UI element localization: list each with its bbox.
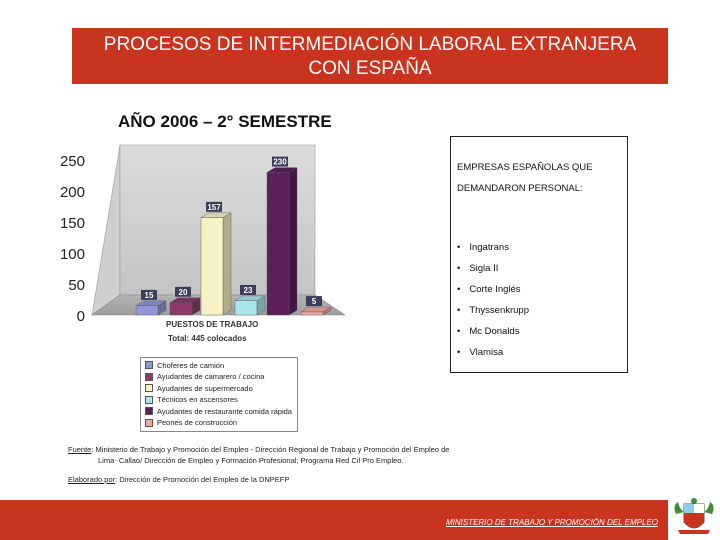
- bar: [201, 213, 231, 315]
- bar-front: [301, 312, 323, 315]
- legend-item: [145, 360, 224, 370]
- legend-label: Ayudantes de supermercado: [157, 383, 253, 393]
- data-label: 20: [178, 287, 188, 297]
- legend-swatch: [145, 384, 153, 392]
- company-item: • Ingatrans: [457, 237, 529, 258]
- y-axis: [60, 153, 85, 325]
- companies-heading: EMPRESAS ESPAÑOLAS QUE DEMANDARON PERSONAL:: [457, 162, 593, 194]
- title-banner: [72, 28, 668, 84]
- legend-swatch: [145, 407, 153, 415]
- company-item: • Sigla II: [457, 258, 529, 279]
- data-label: 15: [144, 290, 154, 300]
- total-label: Total: 445 colocados: [168, 334, 247, 343]
- coat-of-arms-icon: [668, 496, 720, 540]
- footer-bar: [0, 500, 668, 540]
- credit-text: : Dirección de Promoción del Empleo de la DNPEFP: [115, 475, 290, 484]
- y-tick-label: 50: [68, 277, 85, 294]
- bar-front: [235, 301, 257, 315]
- data-label: 157: [207, 202, 221, 212]
- bar-front: [136, 306, 158, 315]
- legend-swatch: [145, 419, 153, 427]
- y-tick-label: 0: [76, 308, 85, 325]
- chart-subtitle: AÑO 2006 – 2° SEMESTRE: [118, 112, 332, 131]
- chart-legend: [140, 357, 298, 432]
- source-note: [68, 444, 449, 466]
- bar-front: [267, 172, 289, 315]
- y-tick-label: 150: [59, 215, 85, 232]
- legend-item: [145, 418, 237, 428]
- y-tick-label: 250: [59, 153, 85, 170]
- y-tick-label: 100: [59, 246, 85, 263]
- company-item: • Mc Donalds: [457, 321, 529, 342]
- title-line-2: CON ESPAÑA: [308, 58, 432, 79]
- legend-label: Choferes de camión: [157, 360, 225, 370]
- legend-item: [145, 395, 238, 405]
- bar-chart: [40, 135, 370, 350]
- legend-swatch: [145, 373, 153, 381]
- legend-item: [145, 406, 292, 416]
- legend-label: Técnicos en ascensores: [157, 395, 238, 404]
- legend-swatch: [145, 361, 153, 369]
- bar: [136, 301, 166, 315]
- companies-list: [457, 237, 529, 363]
- bar: [267, 168, 297, 315]
- bar-side: [223, 213, 231, 315]
- data-label: 230: [273, 157, 287, 167]
- bar-front: [201, 218, 223, 315]
- data-label: 23: [243, 285, 253, 295]
- bar-front: [170, 303, 192, 315]
- data-label: 5: [311, 297, 317, 307]
- bar: [170, 298, 200, 315]
- legend-label: Peones de construcción: [157, 418, 238, 427]
- legend-swatch: [145, 396, 153, 404]
- legend-label: Ayudantes de restaurante comida rápida: [157, 406, 292, 416]
- title-line-1: PROCESOS DE INTERMEDIACIÓN LABORAL EXTRANJERA: [103, 34, 637, 55]
- company-item: • Thyssenkrupp: [457, 300, 529, 321]
- bar-side: [289, 168, 297, 315]
- company-item: • Corte Inglés: [457, 279, 529, 300]
- company-item: • Vlamisa: [457, 342, 529, 363]
- bar: [235, 296, 265, 315]
- legend-item: [145, 383, 253, 393]
- source-label: Fuente: [68, 445, 92, 454]
- footer-ministry-text: MINISTERIO DE TRABAJO Y PROMOCIÓN DEL EMPLEO: [445, 518, 658, 527]
- companies-panel: [450, 136, 628, 373]
- x-axis-label: PUESTOS DE TRABAJO: [166, 320, 259, 329]
- credit-note: [68, 475, 289, 484]
- side-wall: [92, 145, 120, 315]
- credit-label: Elaborado por: [68, 475, 116, 484]
- legend-item: [145, 372, 264, 382]
- legend-label: Ayudantes de camarero / cocina: [157, 372, 265, 381]
- source-line-2: Lima- Callao/ Dirección de Empleo y Formación Profesional; Programa Red Cil Pro Empleo.: [98, 456, 404, 465]
- y-tick-label: 200: [59, 184, 85, 201]
- source-line-1: : Ministerio de Trabajo y Promoción del Empleo - Dirección Regional de Trabajo y Promoción del Empleo de: [91, 445, 450, 454]
